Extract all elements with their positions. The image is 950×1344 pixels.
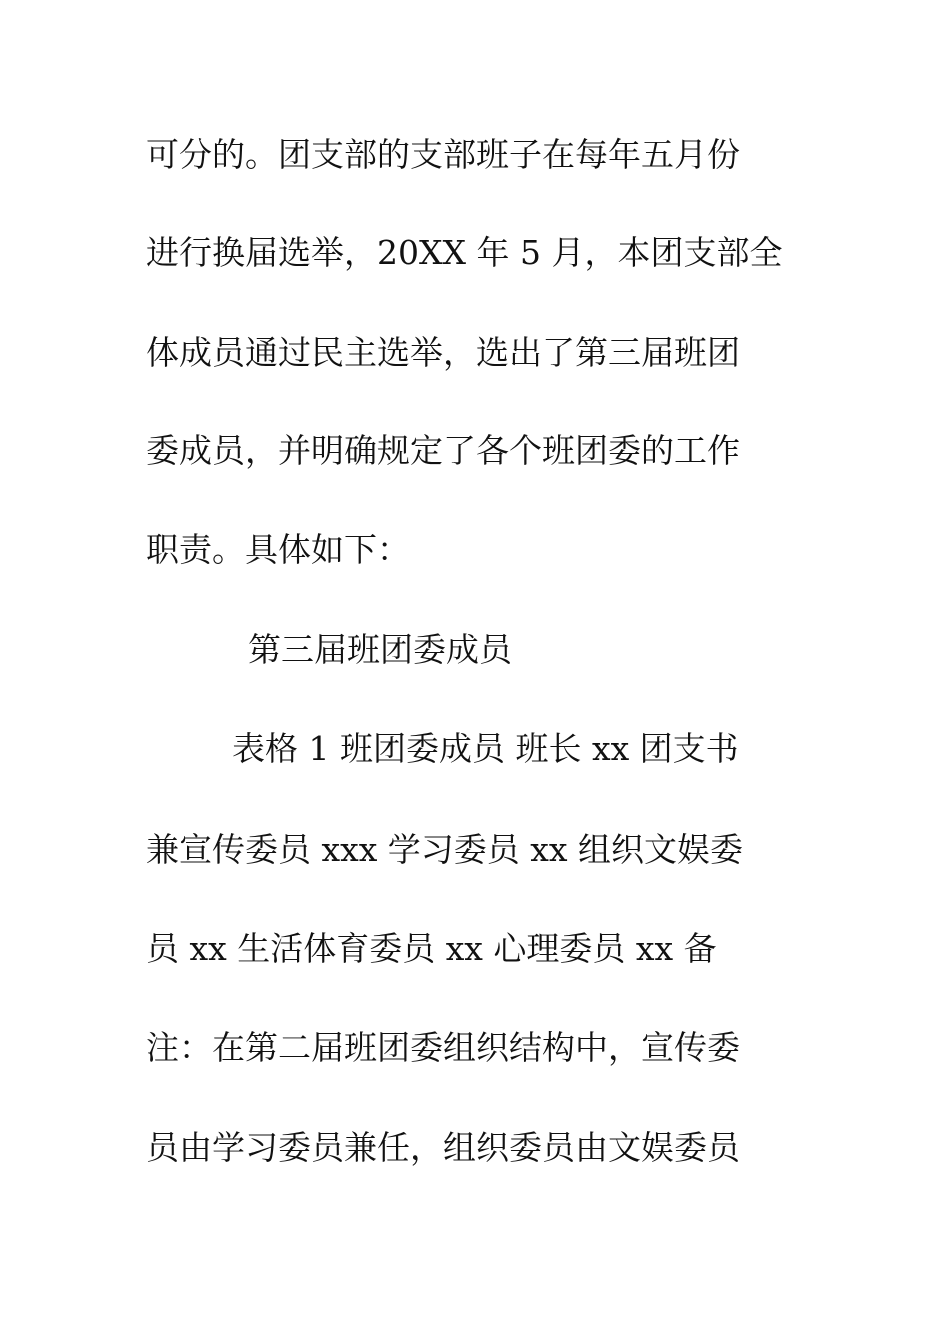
paragraph-line: 职责。具体如下： bbox=[146, 530, 410, 569]
paragraph-line: 员由学习委员兼任，组织委员由文娱委员 bbox=[146, 1128, 740, 1167]
paragraph-line: 注：在第二届班团委组织结构中，宣传委 bbox=[146, 1028, 740, 1067]
paragraph-line: 可分的。团支部的支部班子在每年五月份 bbox=[146, 135, 740, 174]
paragraph-line: 体成员通过民主选举，选出了第三届班团 bbox=[146, 333, 740, 372]
paragraph-line: 员 xx 生活体育委员 xx 心理委员 xx 备 bbox=[146, 929, 717, 968]
paragraph-line: 进行换届选举，20XX 年 5 月，本团支部全 bbox=[146, 233, 783, 272]
table-caption-line: 表格 1 班团委成员 班长 xx 团支书 bbox=[232, 729, 739, 768]
paragraph-line: 委成员，并明确规定了各个班团委的工作 bbox=[146, 431, 740, 470]
paragraph-line: 兼宣传委员 xxx 学习委员 xx 组织文娱委 bbox=[146, 830, 744, 869]
section-heading: 第三届班团委成员 bbox=[248, 630, 512, 669]
